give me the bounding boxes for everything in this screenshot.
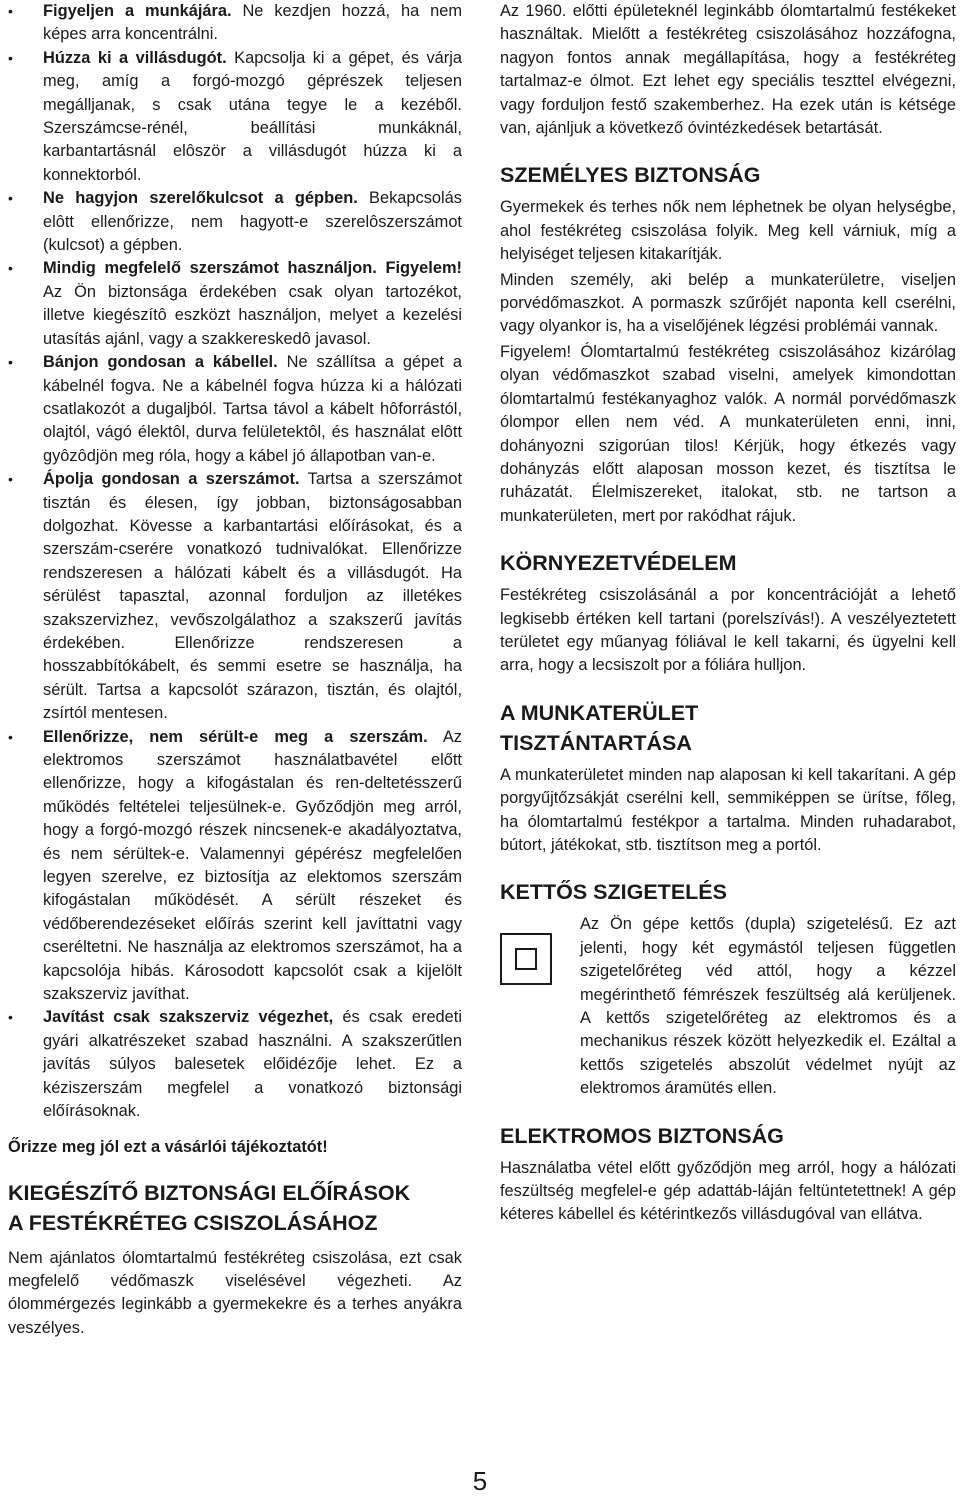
personal-safety-heading: SZEMÉLYES BIZTONSÁG [500,163,761,188]
extra-safety-section [8,1178,462,1341]
double-insulation-body: Az Ön gépe kettős (dupla) szigetelésű. Ez azt jelenti, hogy két egymástól teljesen független szigetelőréteg véd attól, hogy a kézzel megérinthető fémrészek feszültség alá kerüljenek. A kettős szigetelőréteg az elektromos és a mechanikus részek között helyezkedik el. Ezáltal a kettős szigetelés abszolút védelmet nyújt az elektromos áramütés ellen. [580,915,956,1098]
extra-safety-title-line2: A FESTÉKRÉTEG CSISZOLÁSÁHOZ [8,1210,378,1235]
bullet-heading: Figyeljen a munkájára. [43,2,232,20]
electrical-safety-body: Használatba vétel előtt győződjön meg arról, hogy a hálózati feszültség megfelel-e gép adattáb-láján feltüntetettnek! A gép kéteres kábellel és kétérintkezős villásdugóval van ellátva. [500,1158,956,1224]
double-insulation-section [500,877,956,1100]
workplace-cleaning-title-line1: A MUNKATERÜLET [500,700,699,725]
right-column [500,0,956,1227]
electrical-safety-heading: ELEKTROMOS BIZTONSÁG [500,1123,784,1148]
double-insulation-icon [500,933,552,985]
personal-safety-section [500,160,956,528]
environment-section [500,548,956,678]
bullet-item [8,257,462,351]
safety-bullet-list [8,0,462,1124]
bullet-heading: Bánjon gondosan a kábellel. [43,353,278,372]
personal-safety-p2: Minden személy, aki belép a munkaterületre, viseljen porvédőmaszkot. A pormaszk szűrőjét naponta kell cserélni, vagy olyankor is, ha a viselőjének légzési problémái vannak. [500,270,956,336]
page-number: 5 [472,1466,488,1496]
bullet-text: Az elektromos szerszámot használatbavétel előtt ellenőrizze, hogy a kifogástalan és ren-deltetésszerű működés feltételei teljesülnek-e. Győződjön meg arról, hogy a forgó-mozgó részek nincsenek-e akadályoztatva, és nem sérültek-e. Valamennyi gépérész megfelelően legyen szerelve, ez biztosítja az elektomos szerszám kifogástalan működését. A sérült részeket és védőberendezéseket előírás szerint kell javíttatni vagy cseréltetni. Ne használja az elektromos szerszámot, ha a kapcsolója hibás. Károsodott kapcsolót csak a kijelölt szakszerviz javíthat. [43,727,462,1004]
environment-body: Festékréteg csiszolásánál a por koncentrációját a lehető legkisebb értéken kell tartani (porelszívás!). A veszélyeztetett területet egy műanyag fóliával le kell takarni, és ügyelni kell arra, hogy a lecsiszolt por a fóliára hulljon. [500,586,956,675]
bullet-text: Kapcsolja ki a gépet, és várja meg, amíg a forgó-mozgó géprészek teljesen megálljanak, s csak utána tegye le a kezéből. Szerszámcse-rénél, beállítási munkáknál, karbantartásnál elôször a villásdugót húzza ki a konnektorból. [43,48,462,184]
double-insulation-heading: KETTŐS SZIGETELÉS [500,880,727,905]
double-insulation-icon-wrap [500,913,580,1100]
keep-note: Őrizze meg jól ezt a vásárlói tájékoztatót! [8,1137,328,1156]
bullet-heading: Mindig megfelelő szerszámot használjon. Figyelem! [43,259,462,278]
extra-safety-body: Nem ajánlatos ólomtartalmú festékréteg csiszolása, ezt csak megfelelő védőmaszk viselésével végezheti. Az ólommérgezés leginkább a gyermekekre és a terhes anyákra veszélyes. [8,1248,462,1337]
double-insulation-content [500,913,956,1100]
workplace-cleaning-section [500,698,956,858]
personal-safety-p3: Figyelem! Ólomtartalmú festékréteg csiszolásához kizárólag olyan védőmaszkot szabad viselni, amelyek kimondottan ólomtartalmú festékanyaghoz valók. A normál porvédőmaszk ólompor ellen nem véd. A munkaterületen enni, inni, dohányozni szigorúan tilos! Kérjük, hogy étkezés vagy dohányzás előtt alaposan mosson kezet, és tisztítsa le ruházatát. Élelmiszereket, italokat, stb. ne tartson a munkaterületen, mert por rakódhat rájuk. [500,342,956,525]
electrical-safety-section [500,1121,956,1227]
bullet-item [8,47,462,187]
intro-paragraph: Az 1960. előtti épületeknél leginkább ólomtartalmú festékeket használtak. Mielőtt a festékréteg csiszolásához hozzáfogna, nagyon fontos annak megállapítása, hogy a festékréteg tartalmaz-e ólmot. Ezt lehet egy speciális teszttel elvégezni, vagy forduljon festő szakemberhez. Ha ezek után is kétsége van, ajánljuk a következő óvintézkedések betartását. [500,2,956,138]
bullet-item [8,351,462,468]
workplace-cleaning-heading [500,698,956,758]
bullet-text: Tartsa a szerszámot tisztán és élesen, így jobban, biztonságosabban dolgozhat. Kövesse a karbantartási előírásokat, és a szerszám-cserére vonatkozó tudnivalókat. Ellenőrizze rendszeresen a hálózati kábelt és a villásdugót. Ha sérülést tapasztal, azonnal forduljon az illetékes szakszervizhez, vevőszolgálathoz a szakszerű javítás érdekében. Ellenőrizze rendszeresen a hosszabbítókábelt, és semmi esetre se használja, ha sérült. Tartsa a kapcsolót szárazon, tisztán, és olajtól, zsírtól mentesen. [43,470,462,723]
bullet-text: Az Ön biztonsága érdekében csak olyan tartozékot, illetve kiegészítô eszközt használjon, melyet a kezelési utasítás ajánl, vagy a szakkereskedô javasol. [43,282,462,348]
left-column [8,0,462,1340]
bullet-heading: Javítást csak szakszerviz végezhet, [43,1008,334,1027]
bullet-item [8,726,462,1007]
personal-safety-p1: Gyermekek és terhes nők nem léphetnek be olyan helységbe, ahol festékréteg csiszolása folyik. Meg kell várniuk, míg a helyiséget teljesen kitakarítják. [500,198,956,264]
bullet-text: Ne kezdjen hozzá, ha nem képes arra koncentrálni. [43,2,462,44]
environment-heading: KÖRNYEZETVÉDELEM [500,551,737,576]
bullet-heading: Ne hagyjon szerelőkulcsot a gépben. [43,189,358,208]
extra-safety-title-line1: KIEGÉSZÍTŐ BIZTONSÁGI ELŐÍRÁSOK [8,1180,411,1205]
bullet-text: Ne szállítsa a gépet a kábelnél fogva. Ne a kábelnél fogva húzza ki a hálózati csatlakozót a dugaljból. Tartsa távol a kábelt hôforrástól, olajtól, vágó élektôl, durva felületektôl, és használat elôtt gyôzôdjön meg róla, hogy a kábel jó állapotban van-e. [43,353,462,465]
bullet-text: Bekapcsolás elôtt ellenőrizze, nem hagyott-e szerelôszerszámot (kulcsot) a gépben. [43,189,462,255]
bullet-item [8,0,462,47]
bullet-item [8,1006,462,1123]
bullet-heading: Húzza ki a villásdugót. [43,48,227,67]
bullet-text: és csak eredeti gyári alkatrészeket szabad használni. A szakszerűtlen javítás súlyos balesetek előidézője lehet. Ez a kéziszerszám megfelel a vonatkozó biztonsági előírásoknak. [43,1008,462,1121]
workplace-cleaning-body: A munkaterületet minden nap alaposan ki kell takarítani. A gép porgyűjtőzsákját cserélni kell, semmiképpen se ürítse, főleg, ha ólomtartalmú festékpor a tartalma. Minden ruhadarabot, bútort, játékokat, stb. tisztítson meg a portól. [500,765,956,854]
workplace-cleaning-title-line2: TISZTÁNTARTÁSA [500,730,692,755]
bullet-item [8,468,462,725]
extra-safety-heading [8,1178,462,1238]
bullet-heading: Ápolja gondosan a szerszámot. [43,470,300,489]
double-insulation-inner-square [515,948,537,970]
bullet-item [8,187,462,257]
bullet-heading: Ellenőrizze, nem sérült-e meg a szerszám. [43,727,428,746]
